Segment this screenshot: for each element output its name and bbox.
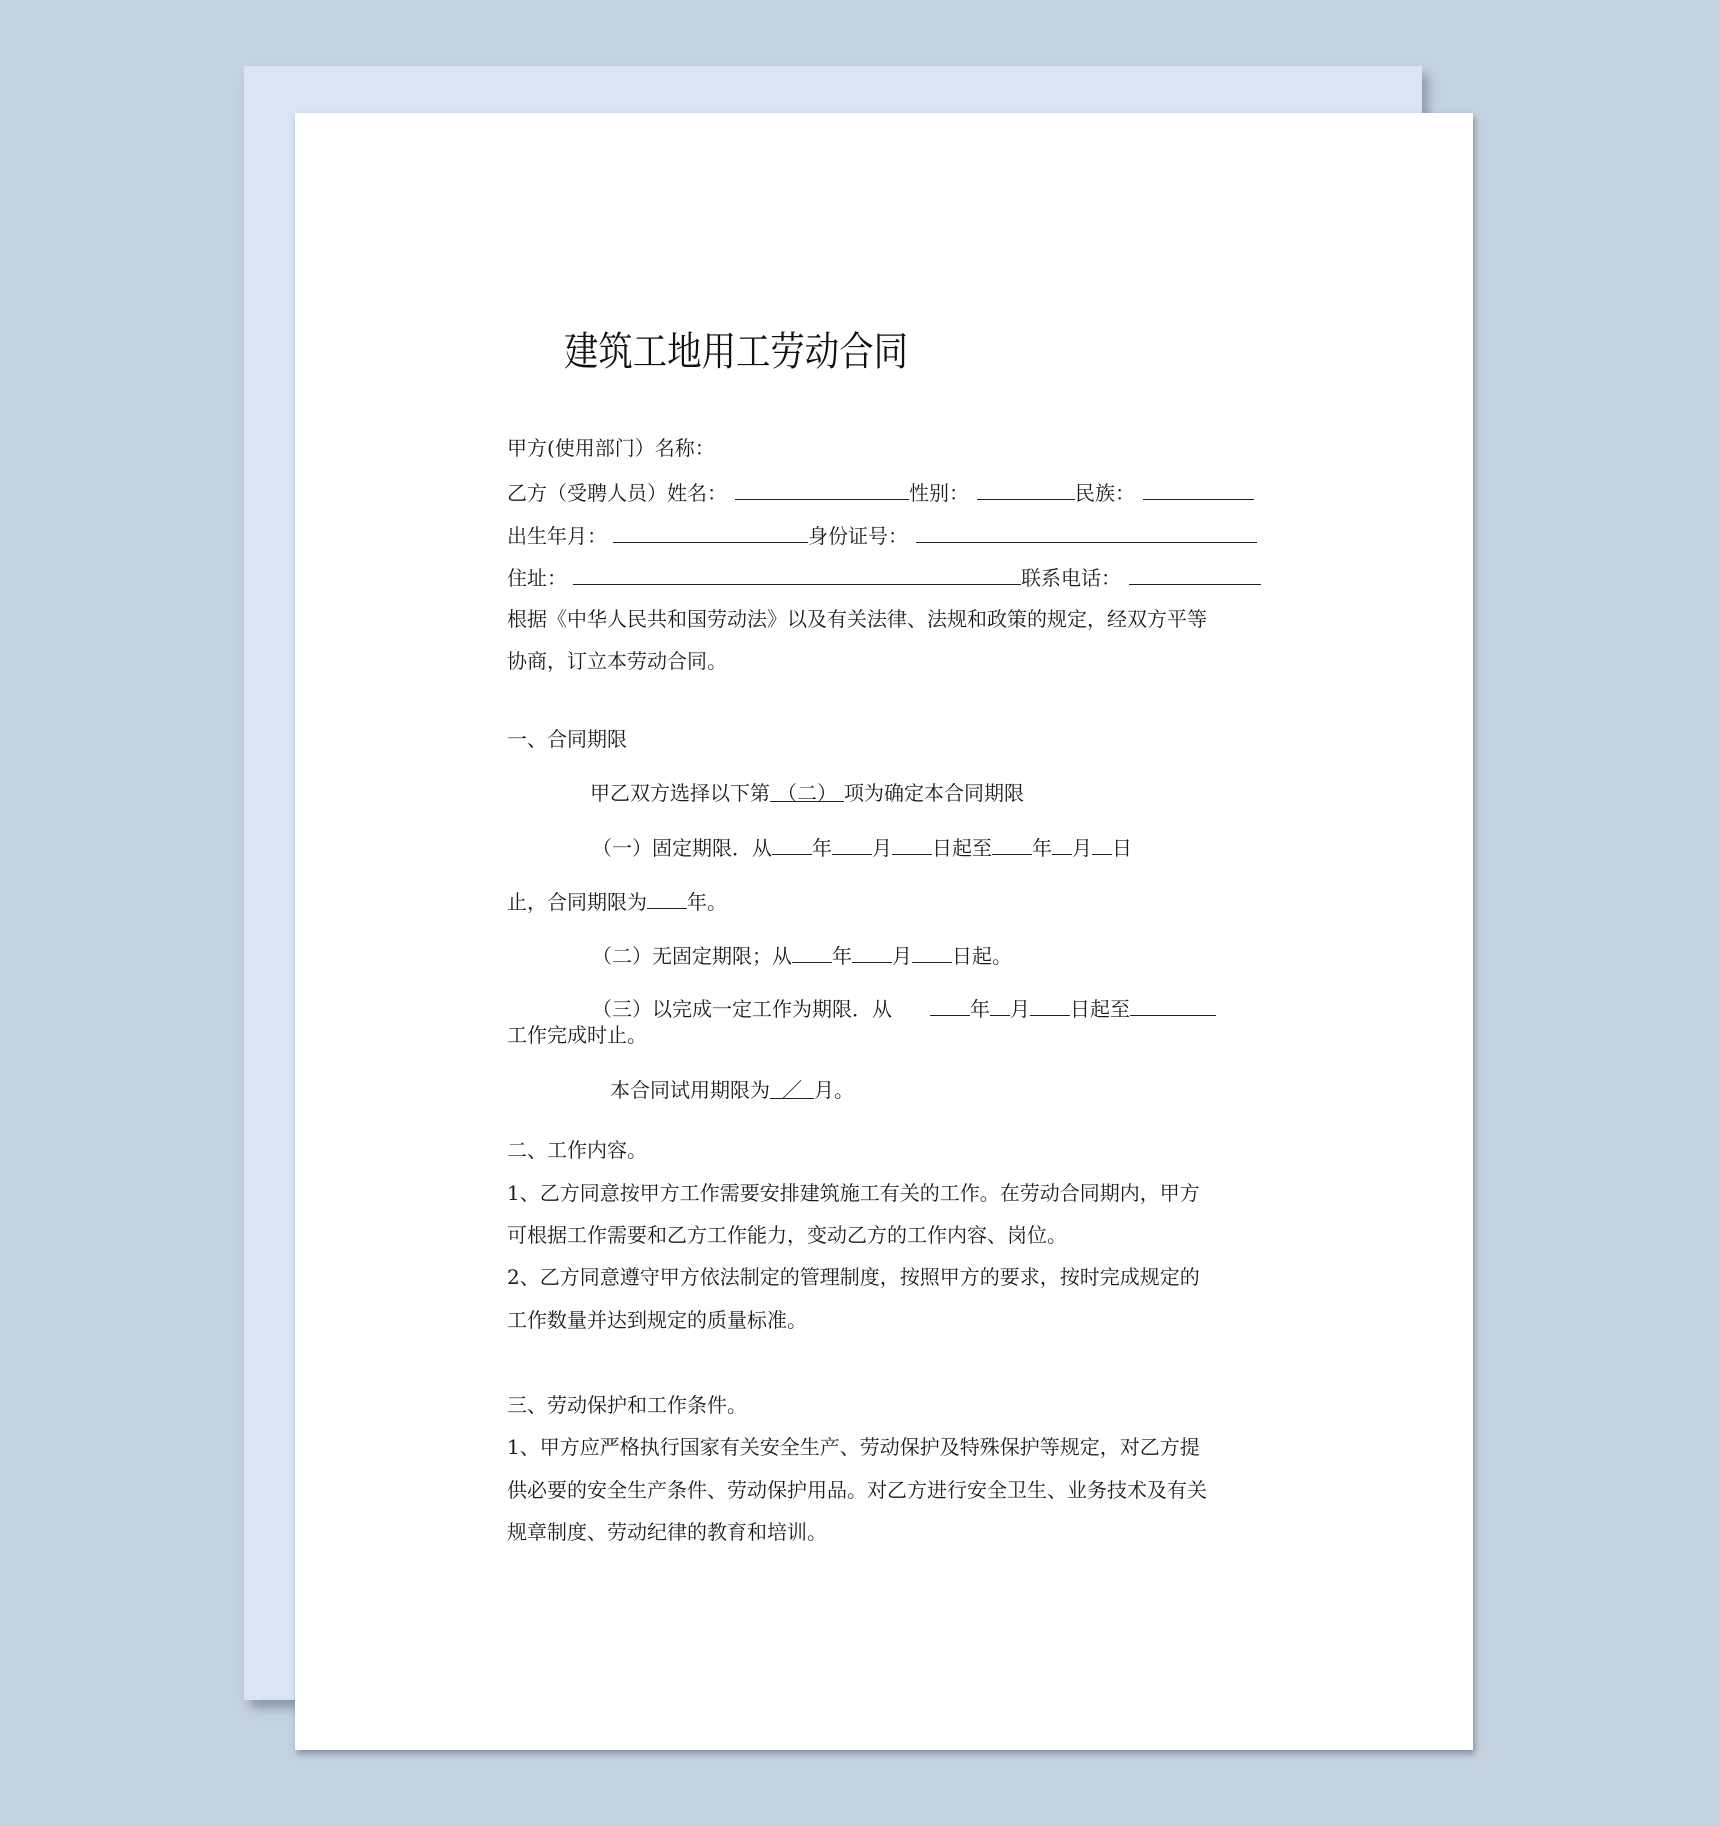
open-term-prefix: （二）无固定期限；从 [592,944,792,968]
id-label: 身份证号： [808,524,908,548]
ethnicity-label: 民族： [1075,481,1135,505]
address-phone-row [507,564,1261,590]
month-label: 月 [892,944,912,968]
birth-id-row [507,522,1257,548]
intro-line-2: 协商，订立本劳动合同。 [507,649,727,673]
task-term-prefix: （三）以完成一定工作为期限．从 [592,997,892,1021]
id-number-field[interactable] [916,522,1257,543]
party-a-row [507,436,715,460]
address-field[interactable] [573,564,1021,585]
section-2-line: 可根据工作需要和乙方工作能力，变动乙方的工作内容、岗位。 [507,1223,1067,1247]
fixed-term-cont-prefix: 止，合同期限为 [507,890,647,914]
section-2-line: 工作数量并达到规定的质量标准。 [507,1308,807,1332]
month-label: 月 [1072,836,1092,860]
probation-suffix: 月。 [814,1078,854,1102]
term-choice-row [590,781,1024,805]
probation-prefix: 本合同试用期限为 [610,1078,770,1102]
month-label: 月 [872,836,892,860]
gender-field[interactable] [977,479,1075,500]
year-label: 年 [970,997,990,1021]
term-choice-prefix: 甲乙双方选择以下第 [590,781,770,805]
gender-label: 性别： [909,481,969,505]
probation-row [610,1078,854,1102]
section-1-heading: 一、合同期限 [507,727,627,751]
fixed-to-year-field[interactable] [992,834,1032,855]
party-a-label: 甲方(使用部门）名称： [507,436,715,460]
name-label: 乙方（受聘人员）姓名： [507,481,727,505]
section-3-line: 1、甲方应严格执行国家有关安全生产、劳动保护及特殊保护等规定，对乙方提 [507,1435,1200,1459]
section-2-line: 2、乙方同意遵守甲方依法制定的管理制度，按照甲方的要求，按时完成规定的 [507,1265,1200,1289]
task-term-cont: 工作完成时止。 [507,1023,647,1047]
open-from-month-field[interactable] [852,942,892,963]
birth-label: 出生年月： [507,524,607,548]
fixed-term-years-field[interactable] [647,888,687,909]
task-from-month-field[interactable] [990,995,1010,1016]
birth-field[interactable] [613,522,808,543]
day-label: 日起。 [952,944,1012,968]
fixed-from-day-field[interactable] [892,834,932,855]
phone-field[interactable] [1129,564,1261,585]
year-label: 年 [812,836,832,860]
address-label: 住址： [507,566,567,590]
open-from-day-field[interactable] [912,942,952,963]
section-2-line: 1、乙方同意按甲方工作需要安排建筑施工有关的工作。在劳动合同期内，甲方 [507,1181,1200,1205]
fixed-term-row [592,834,1132,860]
ethnicity-field[interactable] [1143,479,1254,500]
fixed-to-month-field[interactable] [1052,834,1072,855]
name-field[interactable] [735,479,909,500]
probation-months-field[interactable]: ／ [770,1078,814,1099]
phone-label: 联系电话： [1021,566,1121,590]
fixed-term-cont-suffix: 年。 [687,890,727,914]
fixed-term-prefix: （一）固定期限．从 [592,836,772,860]
term-choice-suffix: 项为确定本合同期限 [844,781,1024,805]
day-from-label: 日起至 [1070,997,1130,1021]
fixed-from-month-field[interactable] [832,834,872,855]
open-term-row [592,942,1012,968]
fixed-from-year-field[interactable] [772,834,812,855]
section-2-heading: 二、工作内容。 [507,1138,647,1162]
task-description-field[interactable] [1130,995,1216,1016]
task-from-year-field[interactable] [930,995,970,1016]
task-from-day-field[interactable] [1030,995,1070,1016]
section-3-heading: 三、劳动保护和工作条件。 [507,1393,747,1417]
year-label: 年 [832,944,852,968]
term-choice-field[interactable]: （二） [770,781,844,802]
task-term-row [592,995,1216,1021]
fixed-term-cont-row [507,888,727,914]
open-from-year-field[interactable] [792,942,832,963]
document-title: 建筑工地用工劳动合同 [564,329,908,375]
party-b-row [507,479,1254,505]
intro-line-1: 根据《中华人民共和国劳动法》以及有关法律、法规和政策的规定，经双方平等 [507,607,1207,631]
month-label: 月 [1010,997,1030,1021]
year-label: 年 [1032,836,1052,860]
day-from-label: 日起至 [932,836,992,860]
section-3-line: 供必要的安全生产条件、劳动保护用品。对乙方进行安全卫生、业务技术及有关 [507,1478,1207,1502]
day-label: 日 [1112,836,1132,860]
fixed-to-day-field[interactable] [1092,834,1112,855]
section-3-line: 规章制度、劳动纪律的教育和培训。 [507,1520,827,1544]
